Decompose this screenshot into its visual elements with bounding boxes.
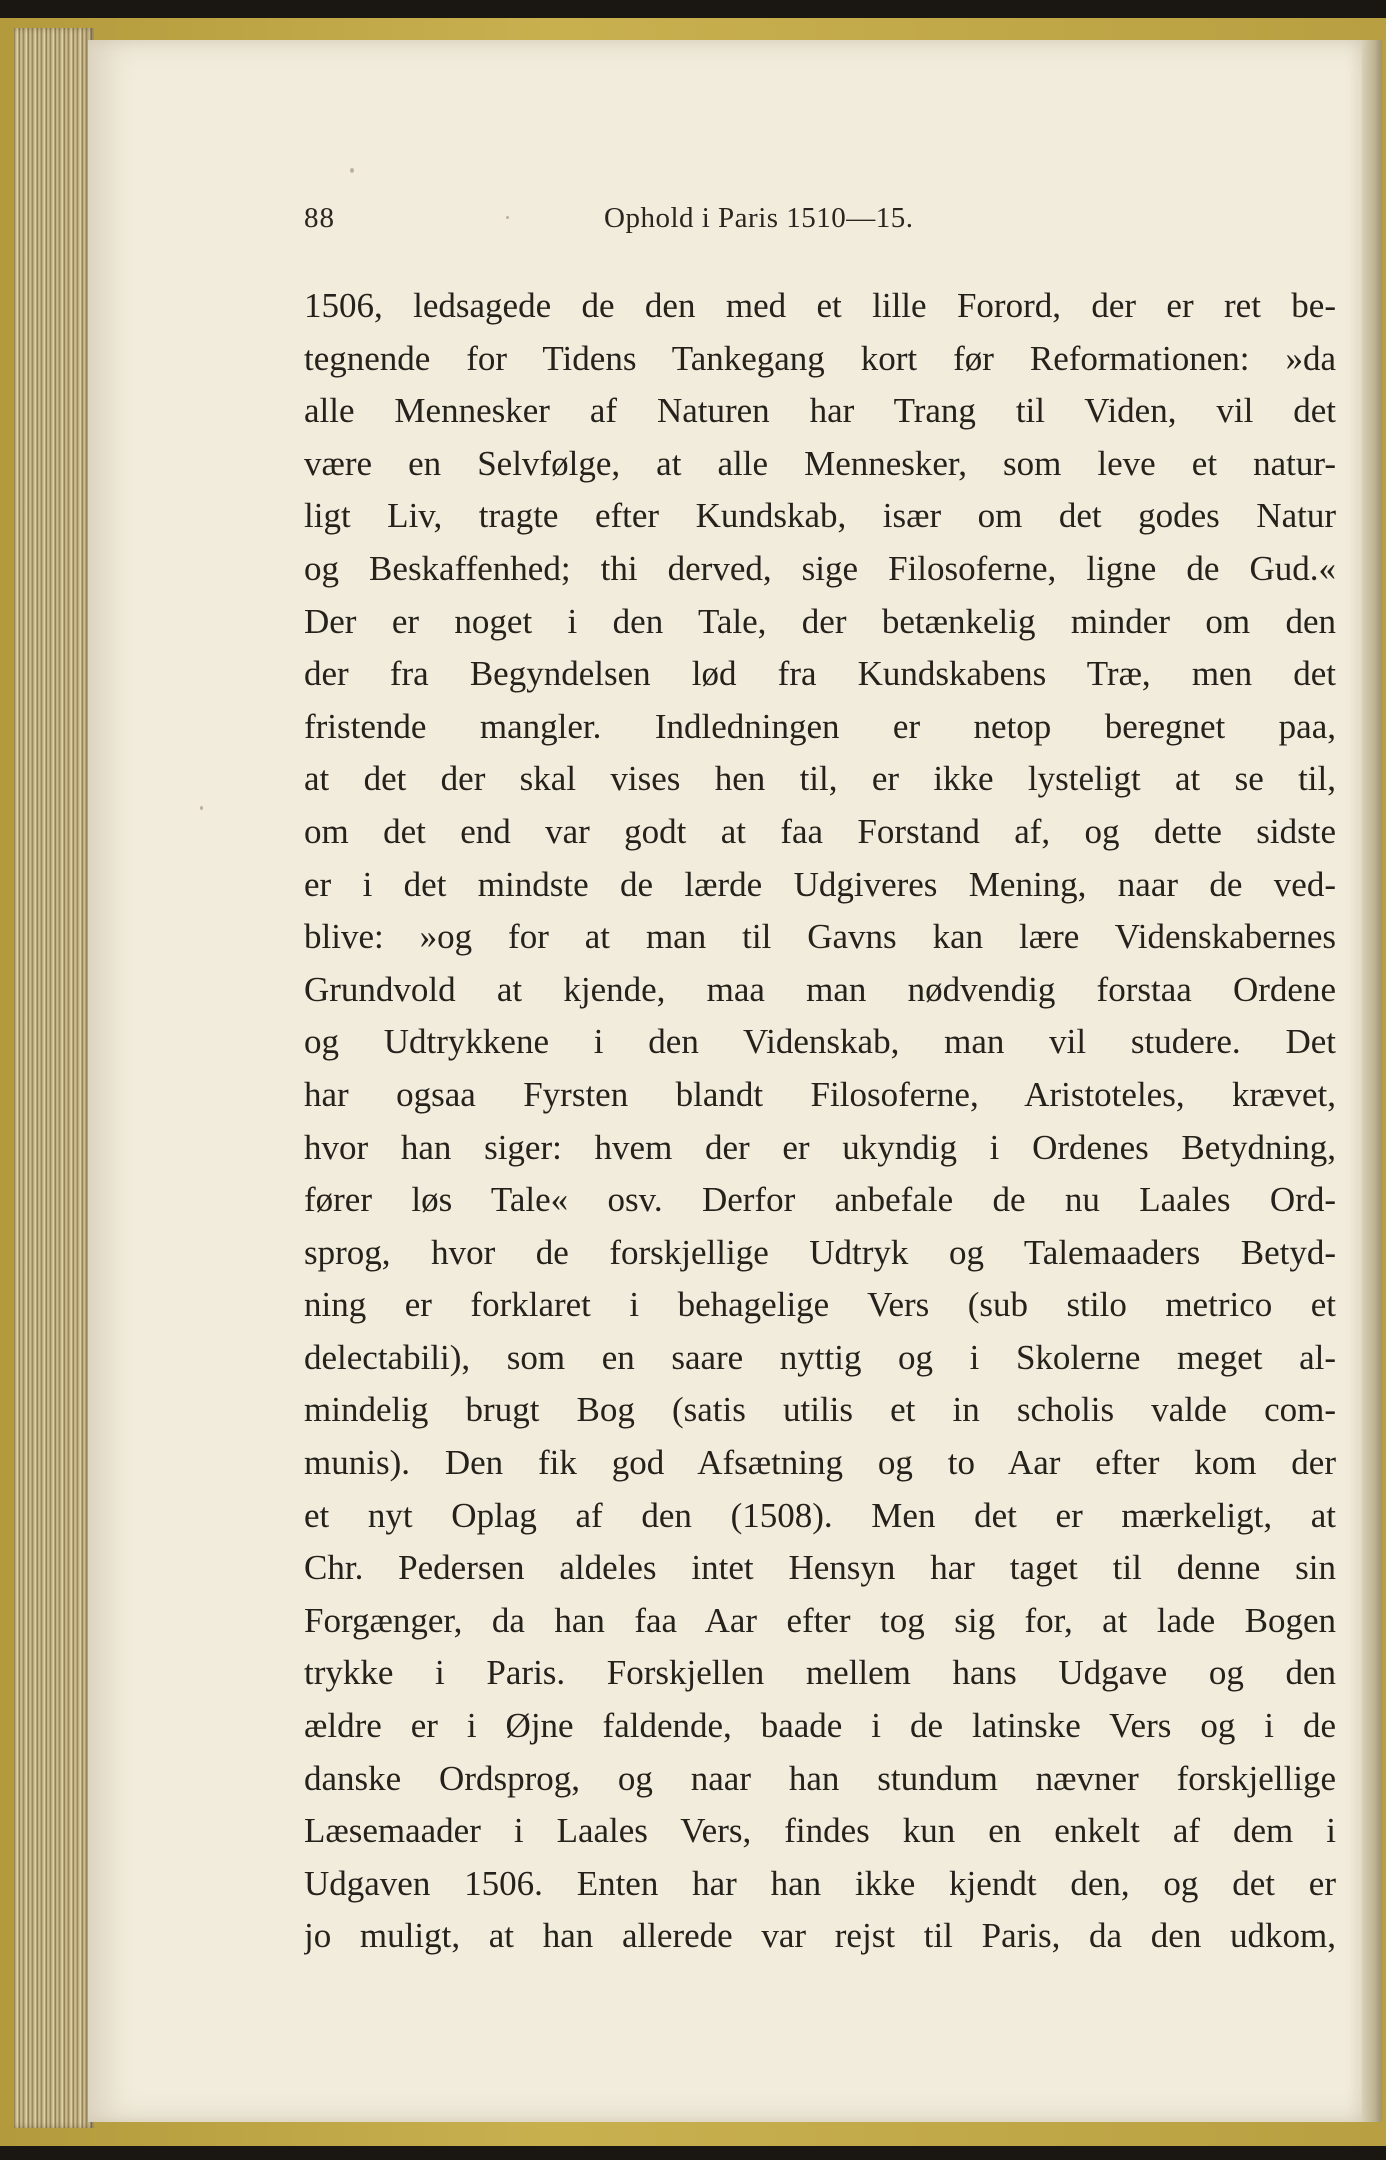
text-line: mindelig brugt Bog (satis utilis et in scholis valde com-: [304, 1390, 1336, 1430]
paper-speck: [350, 168, 354, 173]
text-line: tegnende for Tidens Tankegang kort før Reformationen: »da: [304, 338, 1336, 378]
text-line: om det end var godt at faa Forstand af, og dette sidste: [304, 811, 1336, 851]
text-line: delectabili), som en saare nyttig og i Skolerne meget al-: [304, 1337, 1336, 1377]
text-line: jo muligt, at han allerede var rejst til Paris, da den udkom,: [304, 1916, 1336, 1956]
text-line: munis). Den fik god Afsætning og to Aar efter kom der: [304, 1443, 1336, 1483]
text-line: trykke i Paris. Forskjellen mellem hans Udgave og den: [304, 1653, 1336, 1693]
text-line: blive: »og for at man til Gavns kan lære Videnskabernes: [304, 917, 1336, 957]
text-line: fristende mangler. Indledningen er netop beregnet paa,: [304, 706, 1336, 746]
text-line: sprog, hvor de forskjellige Udtryk og Talemaaders Betyd-: [304, 1232, 1336, 1272]
text-line: ning er forklaret i behagelige Vers (sub stilo metrico et: [304, 1285, 1336, 1325]
text-line: ligt Liv, tragte efter Kundskab, især om det godes Natur: [304, 496, 1336, 536]
running-head-title: Ophold i Paris 1510—15.: [604, 202, 914, 234]
text-line: alle Mennesker af Naturen har Trang til Viden, vil det: [304, 391, 1336, 431]
text-line: har ogsaa Fyrsten blandt Filosoferne, Aristoteles, krævet,: [304, 1074, 1336, 1114]
text-line: ældre er i Øjne faldende, baade i de latinske Vers og i de: [304, 1706, 1336, 1746]
text-line: Udgaven 1506. Enten har han ikke kjendt den, og det er: [304, 1863, 1336, 1903]
text-line: Forgænger, da han faa Aar efter tog sig for, at lade Bogen: [304, 1600, 1336, 1640]
text-line: Chr. Pedersen aldeles intet Hensyn har taget til denne sin: [304, 1548, 1336, 1588]
page-number: 88: [304, 202, 335, 234]
page-right-edge: [1362, 40, 1382, 2122]
text-line: og Udtrykkene i den Videnskab, man vil studere. Det: [304, 1022, 1336, 1062]
text-line: der fra Begyndelsen lød fra Kundskabens Træ, men det: [304, 654, 1336, 694]
paper-speck: [906, 1456, 909, 1459]
text-line: hvor han siger: hvem der er ukyndig i Ordenes Betydning,: [304, 1127, 1336, 1167]
body-text: [304, 280, 1336, 1963]
paper-speck: [200, 806, 203, 810]
text-line: er i det mindste de lærde Udgiveres Mening, naar de ved-: [304, 864, 1336, 904]
text-line: Læsemaader i Laales Vers, findes kun en enkelt af dem i: [304, 1811, 1336, 1851]
text-line: fører løs Tale« osv. Derfor anbefale de nu Laales Ord-: [304, 1180, 1336, 1220]
text-line: Grundvold at kjende, maa man nødvendig forstaa Ordene: [304, 969, 1336, 1009]
text-line: og Beskaffenhed; thi derved, sige Filosoferne, ligne de Gud.«: [304, 548, 1336, 588]
running-head: [88, 202, 1362, 242]
text-line: danske Ordsprog, og naar han stundum nævner forskjellige: [304, 1758, 1336, 1798]
page-edges: [14, 28, 94, 2128]
book-page: [88, 40, 1362, 2122]
text-line: et nyt Oplag af den (1508). Men det er mærkeligt, at: [304, 1495, 1336, 1535]
text-line: at det der skal vises hen til, er ikke lysteligt at se til,: [304, 759, 1336, 799]
text-line: Der er noget i den Tale, der betænkelig minder om den: [304, 601, 1336, 641]
text-line: være en Selvfølge, at alle Mennesker, som leve et natur-: [304, 443, 1336, 483]
text-line: 1506, ledsagede de den med et lille Forord, der er ret be-: [304, 286, 1336, 325]
paper-speck: [506, 216, 509, 219]
